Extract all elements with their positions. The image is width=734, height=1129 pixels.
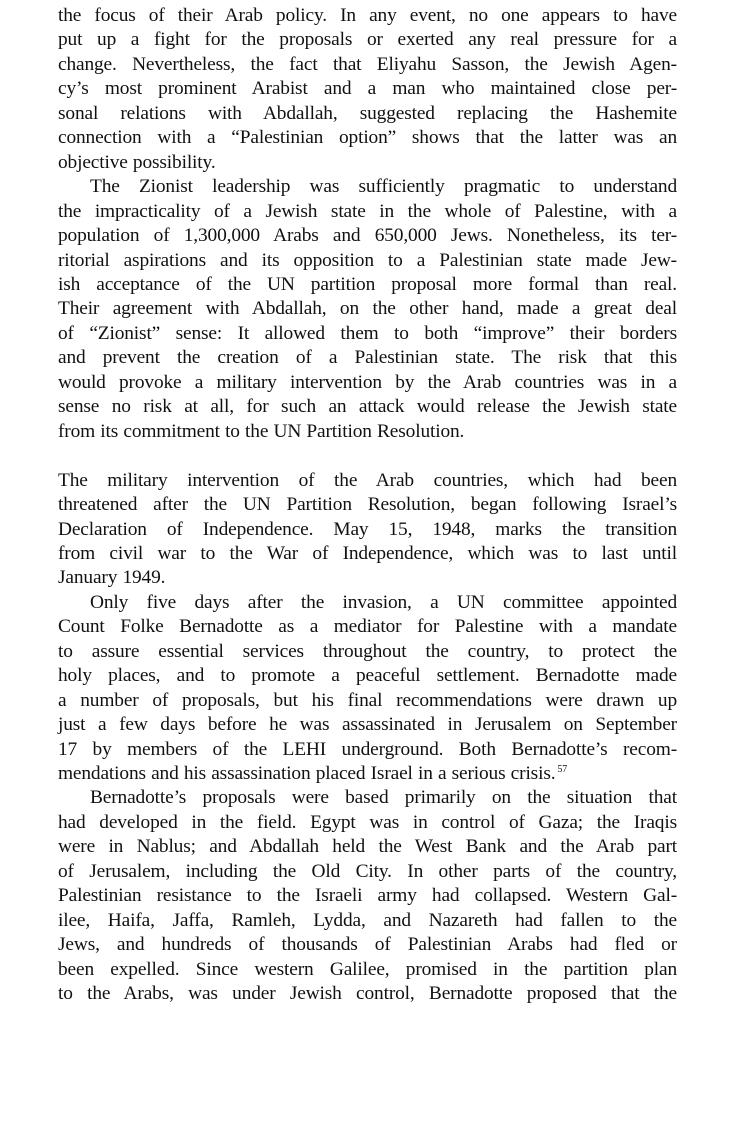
text-line: Only five days after the invasion, a UN committee appointed (90, 591, 677, 613)
text-line: The Zionist leadership was sufficiently pragmatic to understand (90, 176, 677, 198)
text-line: Bernadotte’s proposals were based primarily on the situation that (90, 787, 677, 809)
text-line: sonal relations with Abdallah, suggested replacing the Hashemite (58, 102, 677, 124)
paragraph-1 (58, 4, 677, 175)
text-line: January 1949. (58, 567, 166, 589)
paragraph-4 (58, 591, 677, 787)
text-line: and prevent the creation of a Palestinian state. The risk that this (58, 347, 677, 369)
text-line: of “Zionist” sense: It allowed them to both “improve” their borders (58, 322, 677, 344)
text-line: were in Nablus; and Abdallah held the West Bank and the Arab part (58, 836, 677, 858)
text-line (58, 762, 677, 786)
text-line: a number of proposals, but his final recommendations were drawn up (58, 689, 677, 711)
text-line: Palestinian resistance to the Israeli army had collapsed. Western Gal- (58, 885, 677, 907)
text-line: just a few days before he was assassinated in Jerusalem on September (58, 714, 677, 736)
text-line: to assure essential services throughout the country, to protect the (58, 640, 677, 662)
text-line: holy places, and to promote a peaceful settlement. Bernadotte made (58, 665, 677, 687)
footnote-marker[interactable]: 57 (557, 764, 568, 776)
text-line: ritorial aspirations and its opposition to a Palestinian state made Jew- (58, 249, 677, 271)
text-line: sense no risk at all, for such an attack would release the Jewish state (58, 396, 677, 418)
text-line: population of 1,300,000 Arabs and 650,000 Jews. Nonetheless, its ter- (58, 225, 677, 247)
text-line: connection with a “Palestinian option” shows that the latter was an (58, 127, 677, 149)
text-line: ilee, Haifa, Jaffa, Ramleh, Lydda, and Nazareth had fallen to the (58, 909, 677, 931)
text-line: from civil war to the War of Independence, which was to last until (58, 542, 677, 564)
paragraph-2 (58, 175, 677, 444)
text-line: ish acceptance of the UN partition proposal more formal than real. (58, 273, 677, 295)
text-line: Declaration of Independence. May 15, 1948, marks the transition (58, 518, 677, 540)
text-line: put up a fight for the proposals or exerted any real pressure for a (58, 29, 677, 51)
text-line: Jews, and hundreds of thousands of Palestinian Arabs had fled or (58, 934, 677, 956)
text-line: The military intervention of the Arab countries, which had been (58, 469, 677, 491)
text-line: threatened after the UN Partition Resolution, began following Israel’s (58, 494, 677, 516)
book-page-body (58, 4, 677, 1007)
text-line: the impracticality of a Jewish state in the whole of Palestine, with a (58, 200, 677, 222)
text-line: had developed in the field. Egypt was in control of Gaza; the Iraqis (58, 811, 677, 833)
paragraph-5 (58, 786, 677, 1006)
text-line: from its commitment to the UN Partition Resolution. (58, 420, 465, 442)
text-line: would provoke a military intervention by the Arab countries was in a (58, 371, 677, 393)
text-line: been expelled. Since western Galilee, promised in the partition plan (58, 958, 677, 980)
text-line-content: mendations and his assassination placed Israel in a serious crisis. (58, 763, 556, 785)
text-line: Their agreement with Abdallah, on the other hand, made a great deal (58, 298, 677, 320)
text-line: 17 by members of the LEHI underground. Both Bernadotte’s recom- (58, 738, 677, 760)
paragraph-3 (58, 469, 677, 591)
text-line: change. Nevertheless, the fact that Eliyahu Sasson, the Jewish Agen- (58, 53, 677, 75)
text-line: cy’s most prominent Arabist and a man who maintained close per- (58, 78, 677, 100)
text-line: Count Folke Bernadotte as a mediator for Palestine with a mandate (58, 616, 677, 638)
text-line: to the Arabs, was under Jewish control, Bernadotte proposed that the (58, 983, 677, 1005)
text-line: of Jerusalem, including the Old City. In other parts of the country, (58, 860, 677, 882)
text-line: the focus of their Arab policy. In any event, no one appears to have (58, 5, 677, 26)
text-line: objective possibility. (58, 151, 216, 173)
